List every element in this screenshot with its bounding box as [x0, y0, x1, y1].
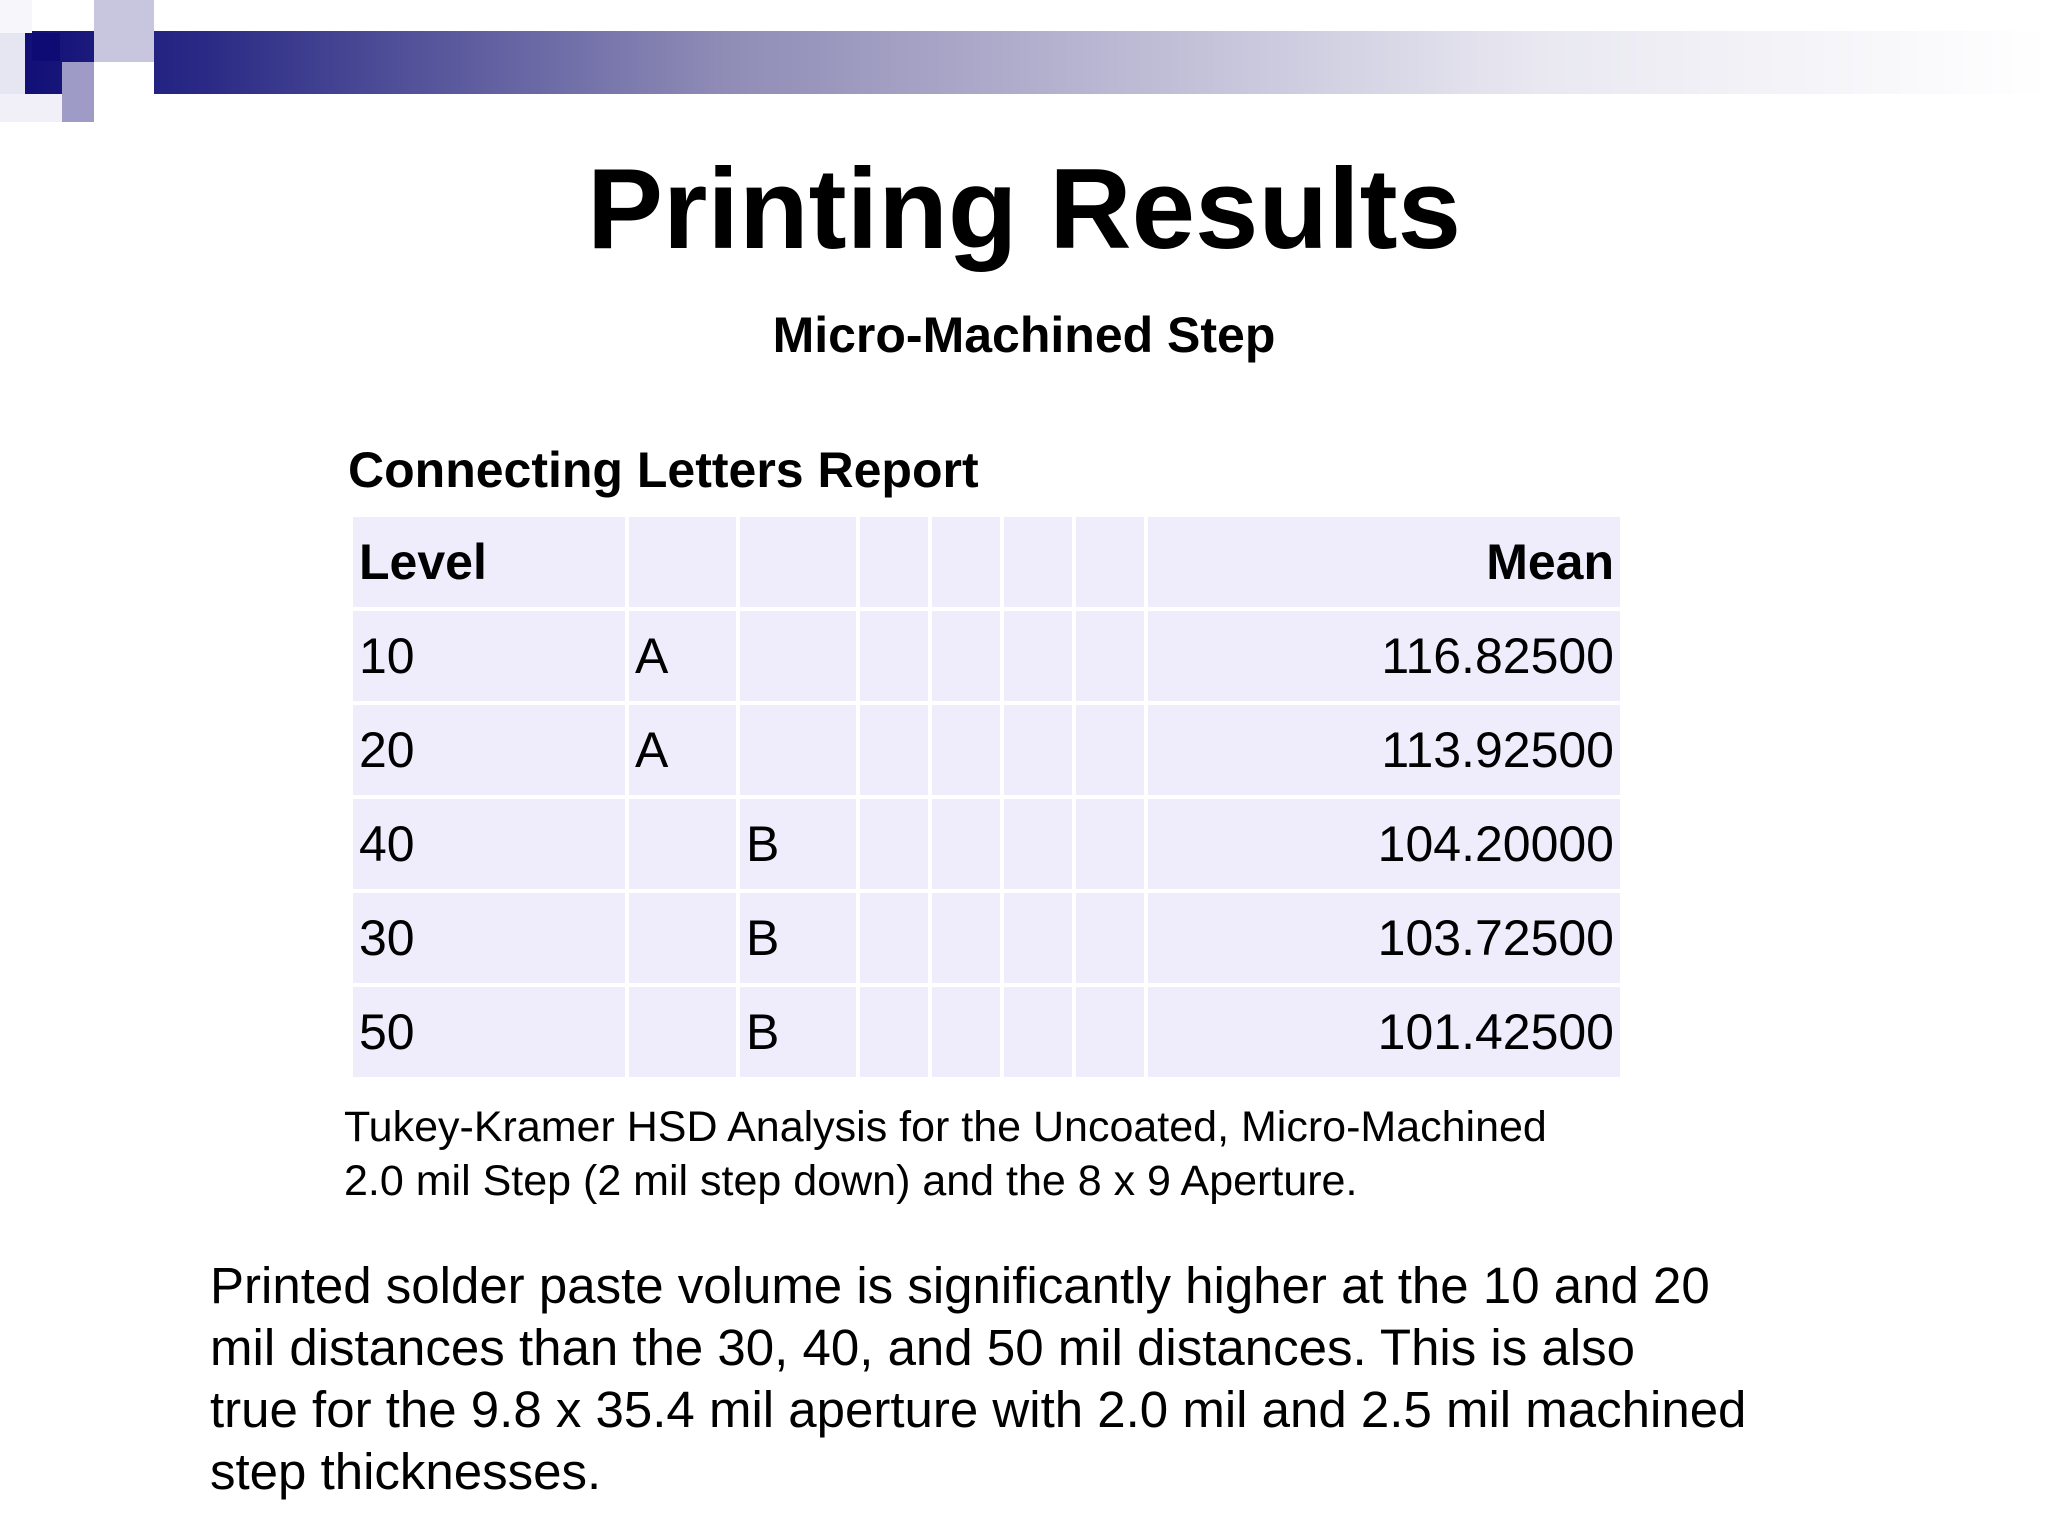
header-letter-col — [740, 517, 856, 607]
cell-empty — [932, 987, 1000, 1077]
cell-level: 10 — [353, 611, 625, 701]
cell-mean: 113.92500 — [1148, 705, 1620, 795]
cell-empty — [932, 705, 1000, 795]
header-decoration-square — [0, 0, 32, 33]
cell-empty — [1076, 705, 1144, 795]
header-decoration-square — [0, 94, 62, 122]
header-decoration-square — [32, 33, 60, 61]
table-row — [353, 893, 1620, 983]
cell-level: 20 — [353, 705, 625, 795]
paragraph-line: mil distances than the 30, 40, and 50 mil distances. This is also — [210, 1319, 1635, 1376]
report-title: Connecting Letters Report — [348, 442, 979, 498]
paragraph-line: Printed solder paste volume is significantly higher at the 10 and 20 — [210, 1257, 1710, 1314]
cell-empty — [932, 799, 1000, 889]
header-decoration-square — [62, 62, 94, 122]
table-row — [353, 799, 1620, 889]
header-letter-col — [860, 517, 928, 607]
cell-empty — [1076, 987, 1144, 1077]
header-letter-col — [629, 517, 736, 607]
cell-empty — [1004, 987, 1072, 1077]
cell-empty — [1076, 799, 1144, 889]
table-header-row — [353, 517, 1620, 607]
cell-letter: A — [629, 705, 736, 795]
cell-empty — [932, 893, 1000, 983]
header-decoration-square — [94, 0, 154, 62]
slide-subtitle: Micro-Machined Step — [772, 307, 1276, 363]
cell-level: 50 — [353, 987, 625, 1077]
table-row — [353, 987, 1620, 1077]
cell-mean: 104.20000 — [1148, 799, 1620, 889]
cell-empty — [860, 987, 928, 1077]
cell-empty — [860, 611, 928, 701]
table-row — [353, 705, 1620, 795]
header-letter-col — [1004, 517, 1072, 607]
table-row — [353, 611, 1620, 701]
cell-letter — [629, 893, 736, 983]
caption-line: 2.0 mil Step (2 mil step down) and the 8 x 9 Aperture. — [344, 1157, 1358, 1205]
cell-empty — [1004, 893, 1072, 983]
cell-letter: B — [740, 799, 856, 889]
header-decoration-square — [94, 62, 154, 94]
cell-empty — [1076, 893, 1144, 983]
cell-letter — [740, 705, 856, 795]
cell-empty — [1076, 611, 1144, 701]
header-mean: Mean — [1148, 517, 1620, 607]
header-letter-col — [1076, 517, 1144, 607]
header-gradient-band — [0, 31, 2048, 94]
cell-mean: 103.72500 — [1148, 893, 1620, 983]
cell-empty — [932, 611, 1000, 701]
cell-letter: B — [740, 893, 856, 983]
cell-letter — [629, 799, 736, 889]
cell-empty — [860, 799, 928, 889]
slide-title: Printing Results — [586, 146, 1462, 273]
header-level: Level — [353, 517, 625, 607]
table-caption — [344, 1100, 1744, 1208]
cell-letter: A — [629, 611, 736, 701]
cell-level: 30 — [353, 893, 625, 983]
cell-mean: 116.82500 — [1148, 611, 1620, 701]
cell-letter: B — [740, 987, 856, 1077]
header-letter-col — [932, 517, 1000, 607]
cell-mean: 101.42500 — [1148, 987, 1620, 1077]
paragraph-line: true for the 9.8 x 35.4 mil aperture with 2.0 mil and 2.5 mil machined — [210, 1381, 1747, 1438]
cell-letter — [629, 987, 736, 1077]
cell-level: 40 — [353, 799, 625, 889]
cell-letter — [740, 611, 856, 701]
cell-empty — [860, 705, 928, 795]
cell-empty — [860, 893, 928, 983]
conclusion-paragraph — [210, 1255, 1830, 1503]
cell-empty — [1004, 611, 1072, 701]
cell-empty — [1004, 705, 1072, 795]
cell-empty — [1004, 799, 1072, 889]
paragraph-line: step thicknesses. — [210, 1443, 602, 1500]
caption-line: Tukey-Kramer HSD Analysis for the Uncoated, Micro-Machined — [344, 1103, 1547, 1151]
connecting-letters-table — [349, 513, 1624, 1081]
